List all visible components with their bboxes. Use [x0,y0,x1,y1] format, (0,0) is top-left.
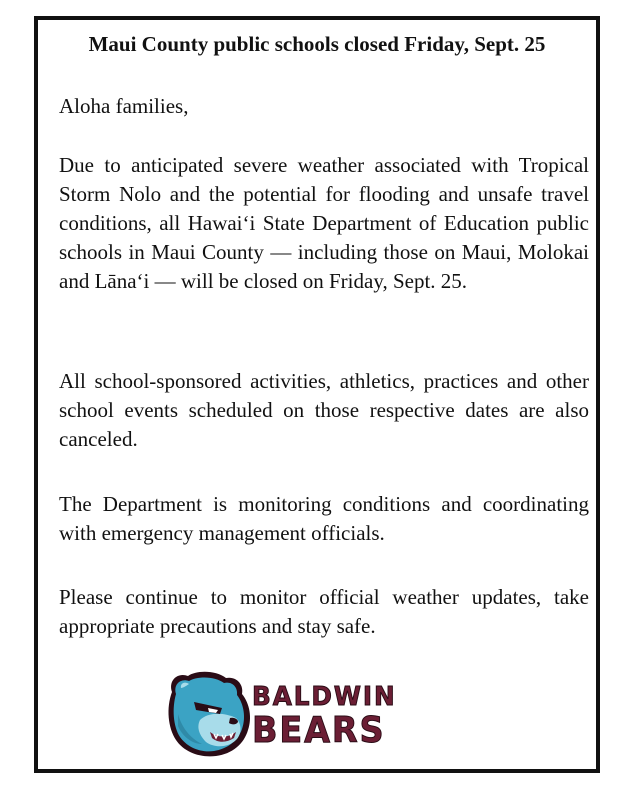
baldwin-bears-logo [164,668,464,760]
greeting: Aloha families, [59,94,189,118]
notice-title: Maui County public schools closed Friday, Sept. 25 [88,32,546,56]
paragraph-activities: All school-sponsored activities, athletics, practices and other school events scheduled on those respective dates are also canceled. [59,369,589,451]
logo-text-bears: BEARS [252,710,386,751]
paragraph-closure: Due to anticipated severe weather associated with Tropical Storm Nolo and the potential for flooding and unsafe travel conditions, all Hawaiʻi State Department of Education public schools in Maui County — including those on Maui, Molokai and Lānaʻi — will be closed on Friday, Sept. 25. [59,153,589,293]
logo-text-baldwin: BALDWIN [252,682,397,712]
notice-card [34,16,600,773]
paragraph-stay-safe: Please continue to monitor official weather updates, take appropriate precautions and stay safe. [59,585,589,638]
bear-head-icon [164,668,252,760]
paragraph-monitoring: The Department is monitoring conditions and coordinating with emergency management officials. [59,492,589,545]
